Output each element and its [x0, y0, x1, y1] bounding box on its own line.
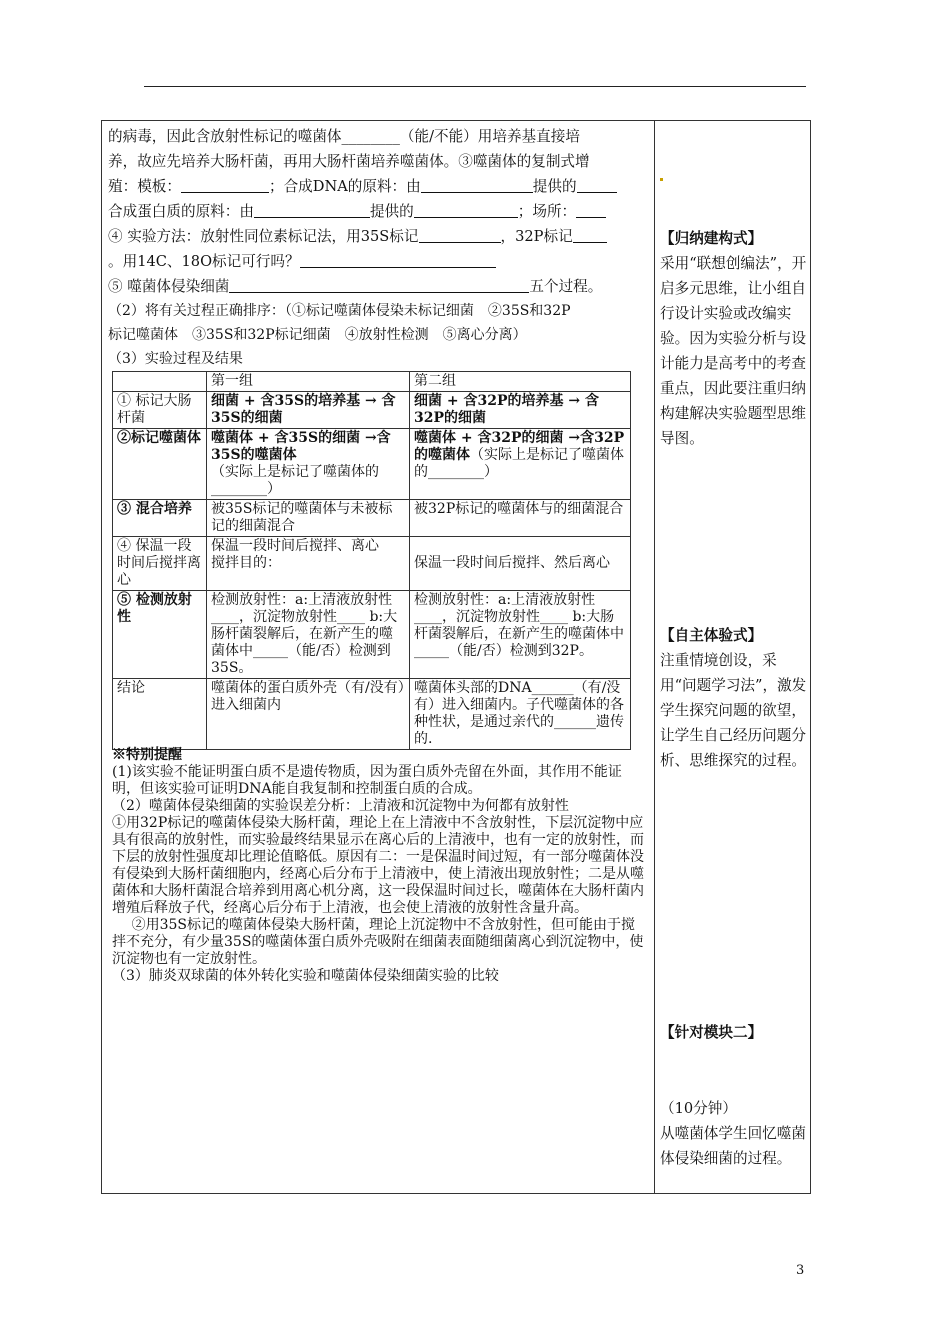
text-line: ⑤ 噬菌体侵染细菌 五个过程。 — [108, 278, 603, 295]
side-note-3-body — [660, 1096, 808, 1171]
table-row — [113, 392, 631, 429]
text-line: 标记噬菌体 ③35S和32P标记细菌 ④放射性检测 ⑤离心分离） — [108, 327, 527, 343]
text-line: （3）实验过程及结果 — [108, 351, 243, 367]
reminder-title: ※特别提醒 — [112, 747, 182, 763]
table-cell: 细菌 + 含35S的培养基 → 含35S的细菌 — [207, 392, 410, 429]
table-row — [113, 537, 631, 591]
side-text: 注重情境创设，采用“问题学习法”，激发学生探究问题的欲望，让学生自己经历问题分析、思维探究的过程。 — [660, 652, 807, 769]
reminder-item: （2）噬菌体侵染细菌的实验误差分析：上清液和沉淀物中为何都有放射性 — [112, 798, 569, 814]
row-label: ②标记噬菌体 — [113, 429, 207, 500]
table-row — [113, 679, 631, 750]
text-line: 。用14C、18O标记可行吗？ — [108, 249, 648, 274]
text-line: 殖：模板： ；合成DNA的原料：由 提供的 — [108, 174, 648, 199]
side-heading: 【归纳建构式】 — [660, 230, 763, 247]
table-row — [113, 429, 631, 500]
marker-dot — [660, 178, 663, 181]
row-label: 结论 — [113, 679, 207, 750]
side-text: 采用“联想创编法”，开启多元思维，让小组自行设计实验或改编实验。因为实验分析与设计能力是高考中的考查重点，因此要注重归纳构建解决实验题型思维导图。 — [660, 255, 807, 447]
table-header: 第一组 — [207, 372, 410, 392]
header-rule — [144, 86, 806, 87]
column-divider — [654, 120, 655, 1194]
text-line: ④ 实验方法：放射性同位素标记法，用35S标记 ，32P标记 — [108, 224, 648, 249]
table-cell: 细菌 + 含32P的培养基 → 含32P的细菌 — [410, 392, 631, 429]
row-label: ① 标记大肠杆菌 — [113, 392, 207, 429]
table-cell: 检测放射性：a:上清液放射性____，沉淀物放射性____ b:大肠杆菌裂解后，在新产生的噬菌体中_____（能/否）检测到32P。 — [410, 591, 631, 679]
table-header: 第二组 — [410, 372, 631, 392]
table-cell: 检测放射性：a:上清液放射性____，沉淀物放射性____ b:大肠杆菌裂解后，在新产生的噬菌体中_____（能/否）检测到35S。 — [207, 591, 410, 679]
text-line: 养，故应先培养大肠杆菌，再用大肠杆菌培养噬菌体。③噬菌体的复制式增 — [108, 153, 590, 170]
table-cell: 噬菌体 + 含35S的细菌 →含35S的噬菌体 （实际上是标记了噬菌体的________） — [207, 429, 410, 500]
table-row — [113, 500, 631, 537]
reminder-item: ②用35S标记的噬菌体侵染大肠杆菌，理论上沉淀物中不含放射性，但可能由于搅拌不充分，有少量35S的噬菌体蛋白质外壳吸附在细菌表面随细菌离心到沉淀物中，使沉淀物也有一定放射性。 — [112, 917, 644, 967]
side-heading: 【针对模块二】 — [660, 1024, 763, 1041]
table-cell: 被35S标记的噬菌体与未被标记的细菌混合 — [207, 500, 410, 537]
row-label: ③ 混合培养 — [113, 500, 207, 537]
reminder-item: (1)该实验不能证明蛋白质不是遗传物质，因为蛋白质外壳留在外面，其作用不能证明，但该实验可证明DNA能自我复制和控制蛋白质的合成。 — [112, 764, 622, 797]
table-row — [113, 372, 631, 392]
side-note-2 — [660, 623, 808, 773]
table-cell: 被32P标记的噬菌体与的细菌混合 — [410, 500, 631, 537]
page-number: 3 — [796, 1263, 805, 1278]
side-text: 从噬菌体学生回忆噬菌体侵染细菌的过程。 — [660, 1125, 806, 1167]
table-cell: 保温一段时间后搅拌、然后离心 — [410, 537, 631, 591]
table-cell: 噬菌体头部的DNA______（有/没有）进入细菌内。子代噬菌体的各种性状，是通过亲代的______遗传的. — [410, 679, 631, 750]
special-reminder — [112, 747, 648, 985]
text-line: 合成蛋白质的原料：由 提供的 ；场所： — [108, 199, 648, 224]
side-text: （10分钟） — [660, 1100, 737, 1117]
side-heading: 【自主体验式】 — [660, 627, 763, 644]
table-cell: 噬菌体的蛋白质外壳（有/没有）进入细菌内 — [207, 679, 410, 750]
row-label: ④ 保温一段时间后搅拌离心 — [113, 537, 207, 591]
table-row — [113, 591, 631, 679]
reminder-item: （3）肺炎双球菌的体外转化实验和噬菌体侵染细菌实验的比较 — [112, 968, 499, 984]
side-note-1 — [660, 226, 808, 451]
experiment-table — [112, 371, 631, 750]
table-cell: 噬菌体 + 含32P的细菌 →含32P的噬菌体（实际上是标记了噬菌体的________） — [410, 429, 631, 500]
text-line: （2）将有关过程正确排序：（①标记噬菌体侵染未标记细菌 ②35S和32P — [108, 303, 571, 319]
side-note-3 — [660, 1020, 808, 1045]
table-cell: 保温一段时间后搅拌、离心 搅拌目的： — [207, 537, 410, 591]
reminder-item: ①用32P标记的噬菌体侵染大肠杆菌，理论上在上清液中不含放射性，下层沉淀物中应具有很高的放射性，而实验最终结果显示在离心后的上清液中，也有一定的放射性，而下层的放射性强度却比理论值略低。原因有二：一是保温时间过短，有一部分噬菌体没有侵染到大肠杆菌细胞内，经离心后分布于上清液中，使上清液出现放射性；二是从噬菌体和大肠杆菌混合培养到用离心机分离，这一段保温时间过长，噬菌体在大肠杆菌内增殖后释放子代，经离心后分布于上清液，也会使上清液的放射性含量升高。 — [112, 815, 644, 916]
main-column — [108, 124, 648, 371]
text-line: 的病毒，因此含放射性标记的噬菌体________（能/不能）用培养基直接培 — [108, 128, 580, 145]
row-label: ⑤ 检测放射性 — [113, 591, 207, 679]
